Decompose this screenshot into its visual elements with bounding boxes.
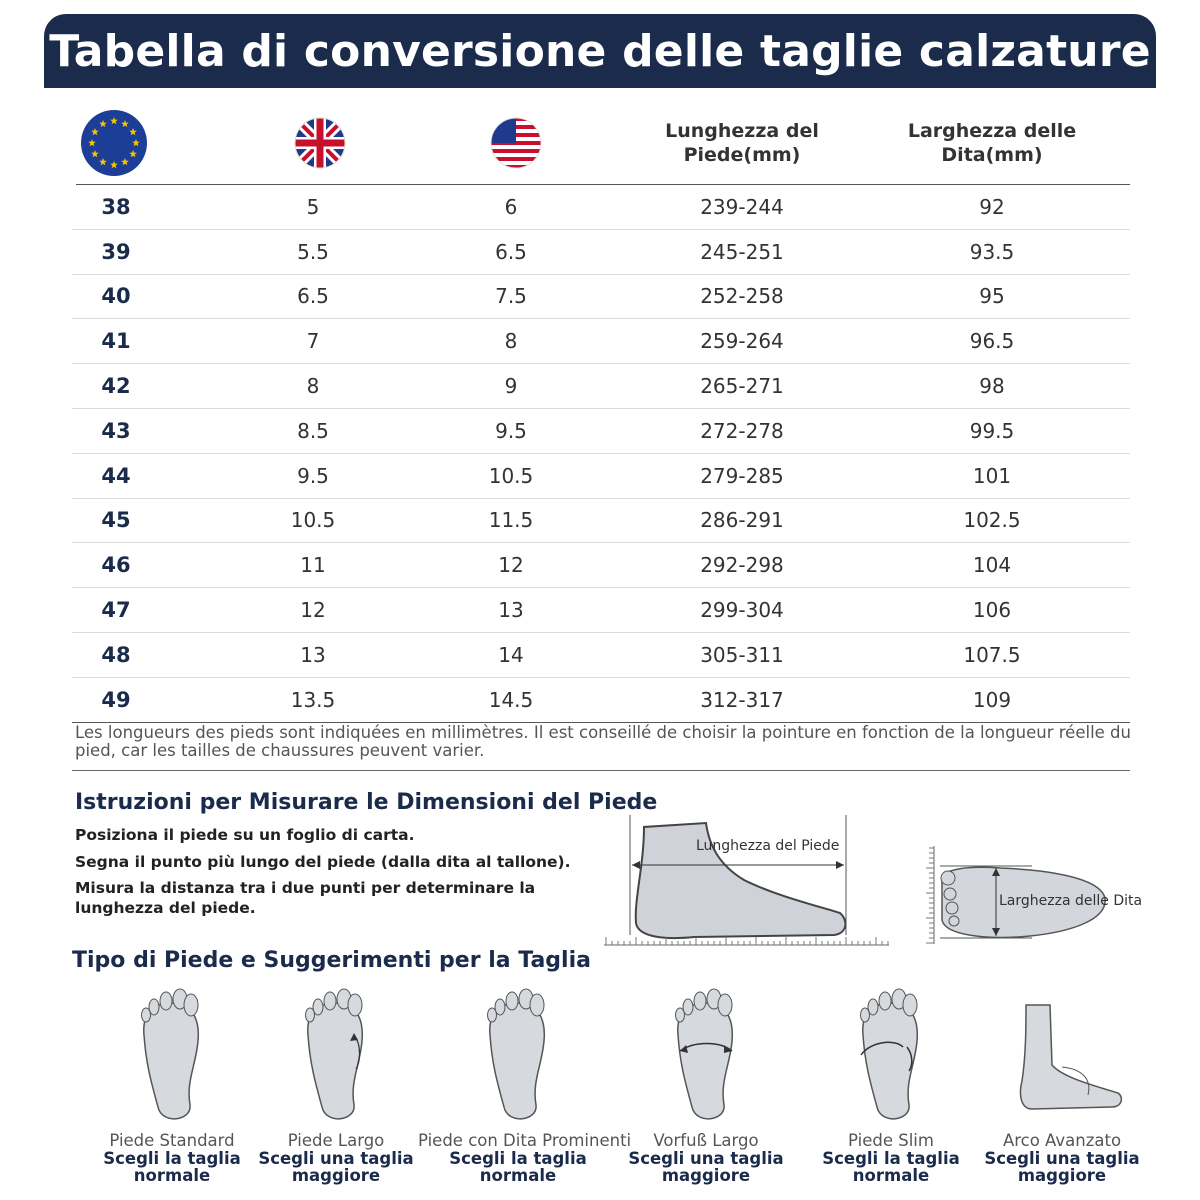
cell-length: 265-271 [700, 374, 784, 399]
instructions-title: Istruzioni per Misurare le Dimensioni del Piede [75, 790, 658, 815]
table-row [72, 185, 1130, 230]
cell-eu: 39 [101, 239, 131, 264]
foot-type-tip-line1: Scegli una taglia [984, 1149, 1140, 1168]
foot-type-tip-line2: normale [852, 1166, 930, 1185]
foot-type-card [418, 985, 632, 1185]
cell-uk: 5.5 [297, 239, 329, 264]
header-length-line2: Piede(mm) [683, 144, 801, 166]
cell-us: 12 [498, 553, 524, 578]
foot-type-name: Piede Largo [287, 1131, 385, 1150]
toe-width-diagram [920, 840, 1150, 950]
cell-us: 11.5 [488, 508, 534, 533]
cell-eu: 40 [101, 284, 131, 309]
cell-uk: 7 [306, 329, 320, 354]
cell-length: 279-285 [700, 463, 784, 488]
title-banner [44, 14, 1156, 88]
measurement-note: Les longueurs des pieds sont indiquées en millimètres. Il est conseillé de choisir la pointure en fonction de la longueur réelle du pied, car les tailles de chaussures peuvent varier. [75, 723, 1131, 760]
cell-uk: 10.5 [290, 508, 336, 533]
foot-type-tip-line2: maggiore [1017, 1166, 1107, 1185]
foot-type-tip-line2: maggiore [661, 1166, 751, 1185]
foot-type-name: Piede con Dita Prominenti [418, 1131, 632, 1150]
cell-uk: 12 [300, 598, 326, 623]
cell-width: 99.5 [969, 418, 1015, 443]
foot-type-card [791, 985, 991, 1184]
foot-types-title: Tipo di Piede e Suggerimenti per la Taglia [72, 948, 591, 973]
table-row [72, 275, 1130, 320]
cell-eu: 44 [101, 463, 131, 488]
table-header [76, 102, 1130, 185]
table-row [72, 364, 1130, 409]
table-row [72, 499, 1130, 544]
foot-type-tip [606, 1150, 806, 1184]
table-row [72, 409, 1130, 454]
cell-width: 106 [972, 598, 1012, 623]
cell-width: 107.5 [963, 642, 1021, 667]
foot-type-tip [418, 1150, 618, 1184]
foot-type-tip [962, 1150, 1162, 1184]
cell-us: 6.5 [495, 239, 527, 264]
cell-eu: 43 [101, 418, 131, 443]
toe-width-label: Larghezza delle Dita [999, 893, 1143, 909]
cell-width: 98 [979, 374, 1005, 399]
cell-us: 14.5 [488, 687, 534, 712]
table-body [72, 185, 1130, 723]
foot-type-card [236, 985, 436, 1184]
header-toe-width [902, 102, 1082, 184]
foot-icon [448, 985, 588, 1125]
arch-foot-icon [992, 985, 1132, 1125]
eu-flag-icon [76, 102, 152, 184]
cell-uk: 8.5 [297, 418, 329, 443]
foot-type-tip [236, 1150, 436, 1184]
foot-type-tip-line1: Scegli la taglia [449, 1149, 587, 1168]
cell-width: 96.5 [969, 329, 1015, 354]
cell-uk: 9.5 [297, 463, 329, 488]
cell-length: 259-264 [700, 329, 784, 354]
cell-length: 312-317 [700, 687, 784, 712]
foot-type-tip-line2: normale [479, 1166, 557, 1185]
instruction-step-3: Misura la distanza tra i due punti per determinare la lunghezza del piede. [75, 879, 536, 917]
foot-icon [636, 985, 776, 1125]
cell-us: 7.5 [495, 284, 527, 309]
cell-eu: 46 [101, 553, 131, 578]
uk-flag-icon [282, 102, 358, 184]
cell-width: 92 [979, 194, 1005, 219]
foot-length-diagram [604, 805, 889, 955]
table-row [72, 678, 1130, 723]
cell-length: 305-311 [700, 642, 784, 667]
cell-length: 252-258 [700, 284, 784, 309]
page-title: Tabella di conversione delle taglie calzature [49, 25, 1151, 77]
cell-length: 299-304 [700, 598, 784, 623]
foot-type-name: Arco Avanzato [1002, 1131, 1122, 1150]
cell-length: 286-291 [700, 508, 784, 533]
cell-eu: 41 [101, 329, 131, 354]
header-width-line1: Larghezza delle [907, 120, 1077, 142]
cell-uk: 11 [300, 553, 326, 578]
header-width-line2: Dita(mm) [941, 144, 1043, 166]
cell-length: 272-278 [700, 418, 784, 443]
table-row [72, 319, 1130, 364]
cell-length: 245-251 [700, 239, 784, 264]
foot-type-tip-line1: Scegli la taglia [103, 1149, 241, 1168]
foot-icon [266, 985, 406, 1125]
cell-us: 14 [498, 642, 524, 667]
foot-type-card [606, 985, 806, 1184]
header-length-line1: Lunghezza del [665, 120, 819, 142]
cell-length: 292-298 [700, 553, 784, 578]
foot-type-tip-line1: Scegli una taglia [628, 1149, 784, 1168]
cell-uk: 13 [300, 642, 326, 667]
cell-width: 101 [972, 463, 1012, 488]
us-flag-icon [478, 102, 554, 184]
cell-us: 9 [504, 374, 518, 399]
foot-type-tip [791, 1150, 991, 1184]
cell-us: 6 [504, 194, 518, 219]
cell-uk: 5 [306, 194, 320, 219]
foot-type-name: Piede Slim [848, 1131, 934, 1150]
cell-eu: 38 [101, 194, 131, 219]
cell-eu: 42 [101, 374, 131, 399]
divider [72, 770, 1130, 771]
foot-length-label: Lunghezza del Piede [696, 838, 840, 854]
cell-us: 8 [504, 329, 518, 354]
cell-uk: 13.5 [290, 687, 336, 712]
cell-uk: 8 [306, 374, 320, 399]
cell-us: 13 [498, 598, 524, 623]
cell-eu: 48 [101, 642, 131, 667]
header-foot-length [662, 102, 822, 184]
foot-type-name: Piede Standard [109, 1131, 235, 1150]
table-row [72, 588, 1130, 633]
table-row [72, 633, 1130, 678]
foot-type-tip-line1: Scegli la taglia [822, 1149, 960, 1168]
cell-width: 104 [972, 553, 1012, 578]
cell-us: 9.5 [495, 418, 527, 443]
cell-width: 95 [979, 284, 1005, 309]
foot-type-card [962, 985, 1162, 1184]
instruction-step-2: Segna il punto più lungo del piede (dalla dita al tallone). [75, 853, 571, 871]
table-row [72, 543, 1130, 588]
foot-type-tip-line1: Scegli una taglia [258, 1149, 414, 1168]
table-row [72, 230, 1130, 275]
foot-type-name: Vorfuß Largo [653, 1131, 759, 1150]
foot-type-tip-line2: normale [133, 1166, 211, 1185]
cell-width: 93.5 [969, 239, 1015, 264]
cell-width: 109 [972, 687, 1012, 712]
cell-length: 239-244 [700, 194, 784, 219]
cell-eu: 47 [101, 598, 131, 623]
cell-us: 10.5 [488, 463, 534, 488]
cell-eu: 45 [101, 508, 131, 533]
foot-icon [102, 985, 242, 1125]
cell-eu: 49 [101, 687, 131, 712]
instruction-step-1: Posiziona il piede su un foglio di carta. [75, 826, 415, 844]
table-row [72, 454, 1130, 499]
size-conversion-table [72, 102, 1130, 723]
cell-width: 102.5 [963, 508, 1021, 533]
foot-icon [821, 985, 961, 1125]
foot-type-tip-line2: maggiore [291, 1166, 381, 1185]
cell-uk: 6.5 [297, 284, 329, 309]
